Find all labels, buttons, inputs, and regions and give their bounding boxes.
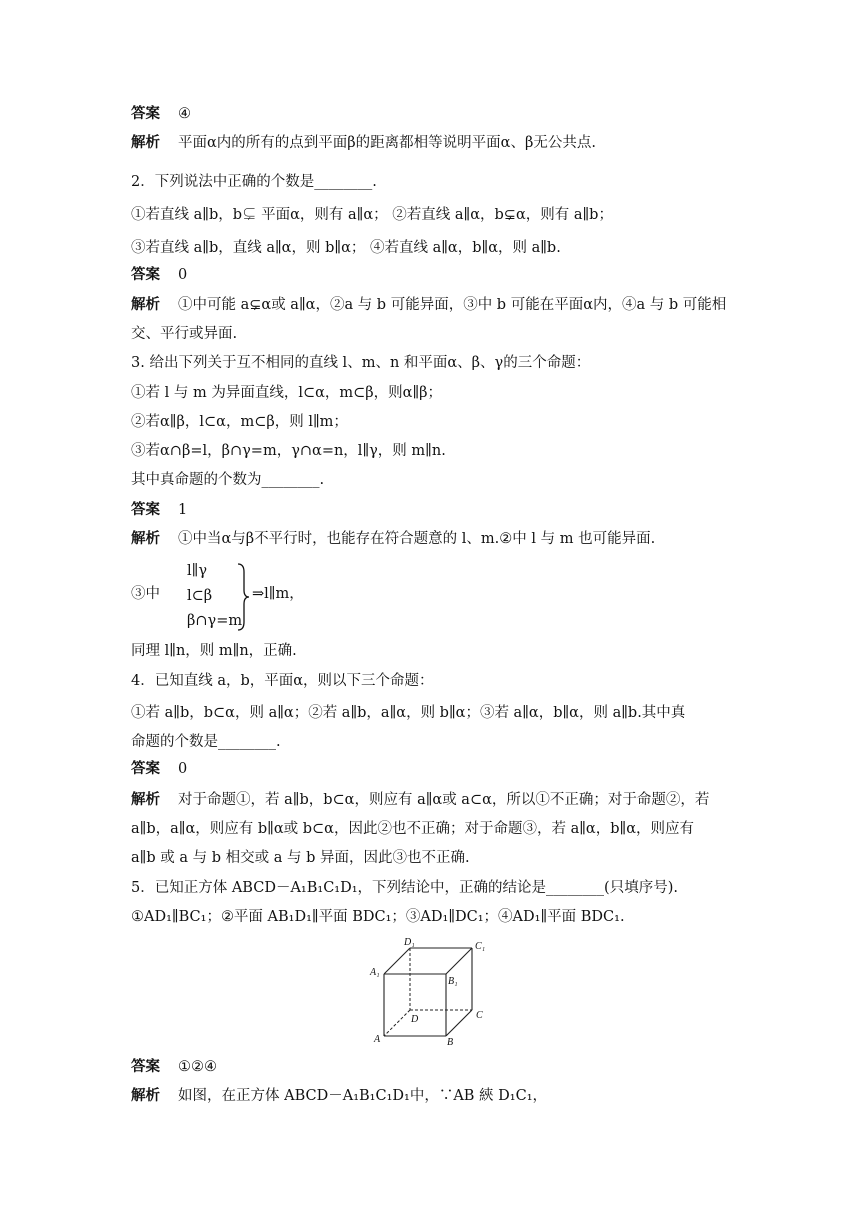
analysis-line: 解析 平面α内的所有的点到平面β的距离都相等说明平面α、β无公共点.	[131, 135, 596, 151]
analysis-line: 交、平行或异面.	[131, 326, 238, 342]
option-line: ③若α∩β=l，β∩γ=m，γ∩α=n，l∥γ，则 m∥n.	[131, 443, 446, 459]
brace-lead: ③中	[131, 586, 160, 602]
brace-condition: l∥γ	[187, 563, 208, 579]
analysis-line: 解析 ①中可能 a⊊α或 a∥α，②a 与 b 可能异面，③中 b 可能在平面α内，④a 与 b 可能相	[131, 297, 727, 313]
option-line: ③若直线 a∥b，直线 a∥α，则 b∥α； ④若直线 a∥α，b∥α，则 a∥b.	[131, 240, 561, 256]
brace-derivation	[131, 560, 391, 632]
analysis-line: 同理 l∥n，则 m∥n，正确.	[131, 643, 297, 659]
right-brace-icon	[236, 562, 250, 632]
analysis-line: 解析 对于命题①，若 a∥b，b⊂α，则应有 a∥α或 a⊂α，所以①不正确；对于命题②，若	[131, 792, 710, 808]
cube-label-c: C	[476, 1010, 483, 1021]
brace-result: ⇒l∥m，	[252, 586, 304, 602]
option-line: ①AD₁∥BC₁；②平面 AB₁D₁∥平面 BDC₁；③AD₁∥DC₁；④AD₁∥平面 BDC₁.	[131, 909, 625, 925]
option-line: 命题的个数是________.	[131, 734, 281, 750]
cube-label-d1: D₁	[404, 938, 415, 948]
option-line: ②若α∥β，l⊂α，m⊂β，则 l∥m；	[131, 414, 348, 430]
answer-line: 答案 ④	[131, 106, 191, 122]
analysis-line: a∥b 或 a 与 b 相交或 a 与 b 异面，因此③也不正确.	[131, 850, 470, 866]
brace-condition: l⊂β	[187, 588, 213, 604]
cube-label-c1: C₁	[475, 941, 486, 952]
question-line: 5．已知正方体 ABCD－A₁B₁C₁D₁，下列结论中，正确的结论是________(只填序号).	[131, 880, 678, 896]
question-line: 2．下列说法中正确的个数是________.	[131, 174, 377, 190]
cube-label-b: B	[447, 1037, 454, 1048]
answer-line: 答案 0	[131, 267, 188, 283]
answer-line: 答案 1	[131, 502, 188, 518]
question-line: 4．已知直线 a，b，平面α，则以下三个命题：	[131, 673, 434, 689]
question-line: 其中真命题的个数为________.	[131, 472, 325, 488]
option-line: ①若直线 a∥b，b⊊ 平面α，则有 a∥α； ②若直线 a∥α，b⊊α，则有 a∥b；	[131, 207, 613, 223]
analysis-line: a∥b，a∥α，则应有 b∥α或 b⊂α，因此②也不正确；对于命题③，若 a∥α，b∥α，则应有	[131, 821, 694, 837]
question-line: 3. 给出下列关于互不相同的直线 l、m、n 和平面α、β、γ的三个命题：	[131, 355, 591, 371]
cube-label-b1: B₁	[448, 976, 458, 987]
brace-condition: β∩γ=m	[187, 613, 243, 629]
option-line: ①若 l 与 m 为异面直线，l⊂α，m⊂β，则α∥β；	[131, 385, 443, 401]
analysis-line: 解析 如图，在正方体 ABCD－A₁B₁C₁D₁中，∵AB 綊 D₁C₁，	[131, 1088, 548, 1104]
answer-line: 答案 0	[131, 761, 188, 777]
answer-line: 答案 ①②④	[131, 1059, 217, 1075]
cube-label-d: D	[411, 1014, 419, 1025]
cube-label-a: A	[374, 1034, 381, 1045]
cube-label-a1: A₁	[370, 967, 380, 978]
analysis-line: 解析 ①中当α与β不平行时，也能存在符合题意的 l、m.②中 l 与 m 也可能异面.	[131, 531, 656, 547]
option-line: ①若 a∥b，b⊂α，则 a∥α；②若 a∥b，a∥α，则 b∥α；③若 a∥α，b∥α，则 a∥b.其中真	[131, 705, 686, 721]
cube-figure	[366, 938, 496, 1050]
